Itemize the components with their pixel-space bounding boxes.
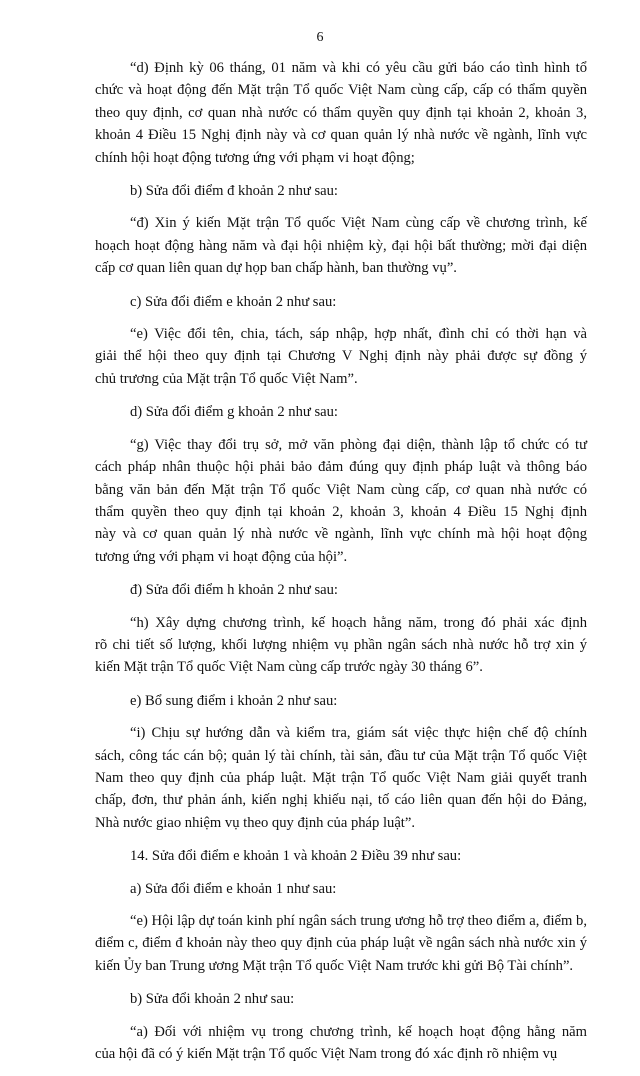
section-heading: b) Sửa đổi điểm đ khoản 2 như sau: [130,183,338,200]
document-body [95,57,587,1076]
section-heading: e) Bổ sung điểm i khoản 2 như sau: [130,692,338,709]
paragraph [95,212,587,279]
paragraph-line: chính hội hoạt động tương ứng với phạm vi hoạt động; [95,149,415,166]
section-heading: a) Sửa đổi điểm e khoản 1 như sau: [130,880,337,897]
paragraph [95,612,587,679]
paragraph [95,910,587,977]
paragraph-line: này và cơ quan quản lý nhà nước về ngành, lĩnh vực chính mà hội hoạt động [95,526,587,543]
paragraph-line: “h) Xây dựng chương trình, kế hoạch hằng năm, trong đó phải xác định [130,614,587,631]
paragraph-line: thẩm quyền theo quy định tại khoản 2, khoản 3, khoản 4 Điều 15 Nghị định [95,503,587,520]
paragraph [95,722,587,834]
paragraph [95,57,587,169]
paragraph-line: Nhà nước giao nhiệm vụ theo quy định của pháp luật”. [95,814,415,831]
paragraph-line: Nam theo quy định của pháp luật. Mặt trận Tổ quốc Việt Nam giải quyết tranh [95,769,587,786]
paragraph-line: của hội đã có ý kiến Mặt trận Tổ quốc Việt Nam trong đó xác định rõ nhiệm vụ [95,1046,558,1063]
page-number: 6 [316,30,324,45]
paragraph-line: điểm c, điểm đ khoản này theo quy định của pháp luật về ngân sách nhà nước xin ý [95,935,587,952]
paragraph-line: cách pháp nhân thuộc hội phải bảo đảm đúng quy định pháp luật và thông báo [95,459,587,476]
paragraph-line: “i) Chịu sự hướng dẫn và kiểm tra, giám sát việc thực hiện chế độ chính [130,725,587,742]
paragraph [95,1021,587,1066]
paragraph-line: chủ trương của Mặt trận Tổ quốc Việt Nam”. [95,370,358,387]
paragraph-line: chức và hoạt động đến Mặt trận Tổ quốc Việt Nam cùng cấp, cấp có thẩm quyền [95,82,587,99]
paragraph-line: khoản 4 Điều 15 Nghị định này và cơ quan quản lý nhà nước về ngành, lĩnh vực [95,127,587,144]
paragraph-line: “g) Việc thay đổi trụ sở, mở văn phòng đại diện, thành lập tổ chức có tư [130,436,587,453]
paragraph-line: bằng văn bản đến Mặt trận Tổ quốc Việt Nam cùng cấp, cơ quan nhà nước có [95,481,587,498]
paragraph-line: cấp cơ quan liên quan dự họp ban chấp hành, ban thường vụ”. [95,260,457,277]
paragraph-line: kiến Ủy ban Trung ương Mặt trận Tổ quốc Việt Nam trước khi gửi Bộ Tài chính”. [95,957,574,974]
section-heading: c) Sửa đổi điểm e khoản 2 như sau: [130,293,337,310]
paragraph-line: hoạch hoạt động hàng năm và đại hội nhiệm kỳ, đại hội bất thường; mời đại diện [95,237,587,254]
paragraph [95,434,587,568]
paragraph-line: tương ứng với phạm vi hoạt động của hội”. [95,548,348,565]
section-heading: 14. Sửa đổi điểm e khoản 1 và khoản 2 Điều 39 như sau: [130,848,462,865]
paragraph-line: kiến Mặt trận Tổ quốc Việt Nam cùng cấp trước ngày 30 tháng 6”. [95,659,483,676]
paragraph-line: rõ chi tiết số lượng, khối lượng nhiệm vụ phần ngân sách nhà nước hỗ trợ xin ý [95,636,587,653]
paragraph-line: giải thể hội theo quy định tại Chương V Nghị định này phải được sự đồng ý [95,348,587,365]
paragraph-line: “đ) Xin ý kiến Mặt trận Tổ quốc Việt Nam cùng cấp về chương trình, kế [130,215,587,232]
section-heading: b) Sửa đổi khoản 2 như sau: [130,991,295,1008]
paragraph-line: “e) Hội lập dự toán kinh phí ngân sách trung ương hỗ trợ theo điểm a, điểm b, [130,913,587,929]
paragraph-line: chấp, đơn, thư phản ánh, kiến nghị khiếu nại, tố cáo liên quan đến hội do Đảng, [95,792,587,809]
section-heading: đ) Sửa đổi điểm h khoản 2 như sau: [130,582,338,599]
paragraph-line: “d) Định kỳ 06 tháng, 01 năm và khi có yêu cầu gửi báo cáo tình hình tổ [130,60,587,76]
paragraph-line: “e) Việc đổi tên, chia, tách, sáp nhập, hợp nhất, đình chỉ có thời hạn và [130,326,587,343]
paragraph-line: theo quy định, cơ quan nhà nước có thẩm quyền quy định tại khoản 2, khoản 3, [95,104,587,121]
paragraph-line: “a) Đối với nhiệm vụ trong chương trình, kế hoạch hoạt động hằng năm [130,1023,587,1040]
paragraph [95,323,587,390]
section-heading: d) Sửa đổi điểm g khoản 2 như sau: [130,404,338,421]
paragraph-line: sách, công tác cán bộ; quản lý tài chính, tài sản, đầu tư của Mặt trận Tổ quốc Việt [95,747,587,764]
